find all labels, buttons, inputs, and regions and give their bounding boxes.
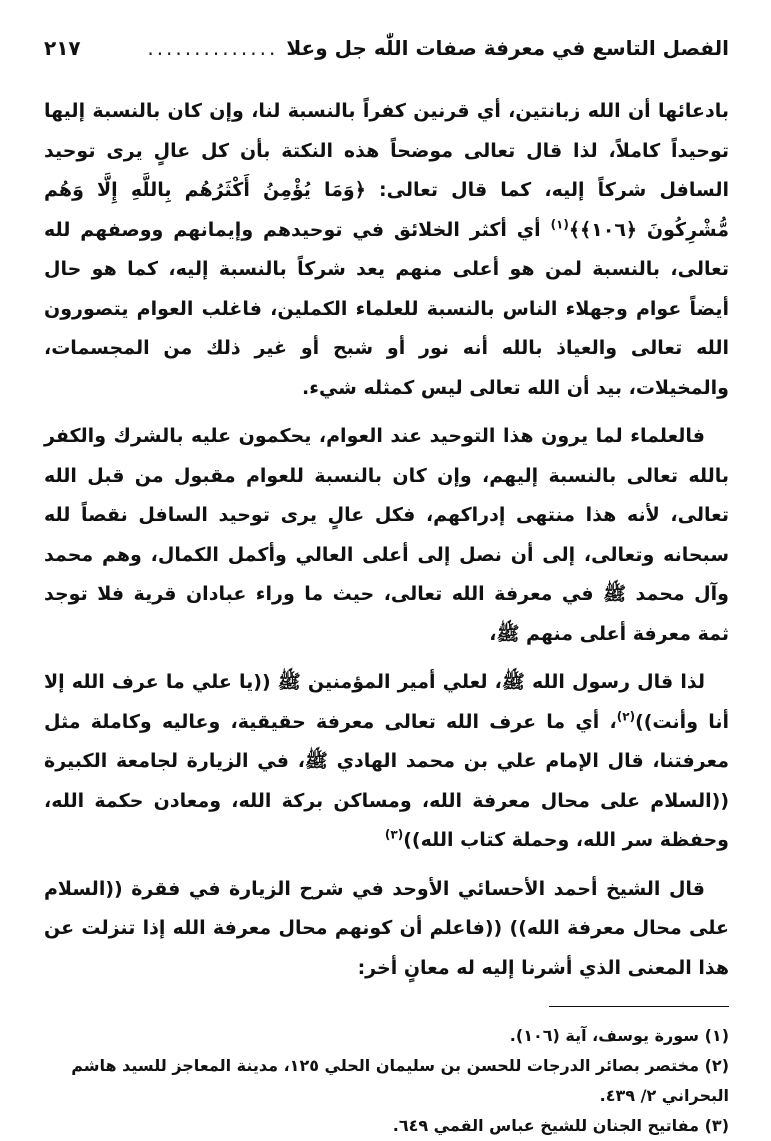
footnote-separator — [549, 1006, 729, 1007]
footnote-1: (١) سورة يوسف، آية (١٠٦). — [509, 1026, 729, 1045]
footnote-2: (٢) مختصر بصائر الدرجات للحسن بن سليمان الحلي ١٢٥، مدينة المعاجز للسيد هاشم البحراني ٢/ ٤٣٩. — [71, 1056, 729, 1105]
page-number: ٢١٧ — [44, 36, 81, 60]
chapter-title: الفصل التاسع في معرفة صفات اللّٰه جل وعلا — [286, 36, 729, 60]
paragraph-2: فالعلماء لما يرون هذا التوحيد عند العوام، يحكمون عليه بالشرك والكفر بالله تعالى بالنسبة إليهم، وإن كان بالنسبة للعوام مقبول من قبل الله تعالى، لأنه هذا منتهى إدراكهم، فكل عالٍ يرى توحيد السافل نقصاً لله سبحانه وتعالى، إلى أن نصل إلى أعلى العالي وأكمل الكمال، وهم محمد وآل محمد ﷺ في معرفة الله تعالى، حيث ما وراء عبادان قرية فلا توجد ثمة معرفة أعلى منهم ﷺ، — [44, 425, 729, 645]
paragraph-3: لذا قال رسول الله ﷺ، لعلي أمير المؤمنين ﷺ ((يا علي ما عرف الله إلا أنا وأنت))$^{(٢)}$، أي ما عرف الله تعالى معرفة حقيقية، وعاليه وكاملة مثل معرفتنا، قال الإمام علي بن محمد الهادي ﷺ، في الزيارة لجامعة الكبيرة ((السلام على محال معرفة الله، ومساكن بركة الله، ومعادن حكمة الله، وحفظة سر الله، وحملة كتاب الله))$^{(٣)}$ — [44, 671, 729, 851]
footnote-ref-2[interactable]: (٢) — [616, 709, 636, 724]
dot-leaders: .............. — [147, 36, 279, 60]
footnotes — [44, 1021, 729, 1141]
footnote-ref-1[interactable]: (١) — [550, 217, 569, 232]
main-text — [44, 92, 729, 988]
paragraph-4: قال الشيخ أحمد الأحسائي الأوحد في شرح الزيارة في فقرة ((السلام على محال معرفة الله)) ((فاعلم أن كونهم محال معرفة الله إذا تنزلت عن هذا المعنى الذي أشرنا إليه له معانٍ أخر: — [44, 877, 729, 979]
footnote-3: (٣) مفاتيح الجنان للشيخ عباس القمي ٦٤٩. — [392, 1116, 729, 1135]
running-header — [44, 36, 729, 70]
paragraph-1: بادعائها أن الله زبانتين، أي قرنين كفراً بالنسبة لنا، وإن كان بالنسبة إليها توحيداً كاملاً، لذا قال تعالى موضحاً هذه النكتة بأن كل عالٍ يرى توحيد السافل شركاً إليه، كما قال تعالى: ﴿وَمَا يُؤْمِنُ أَكْثَرُهُم بِاللَّهِ إِلَّا وَهُم مُّشْرِكُونَ ﴿١٠٦﴾﴾$^{(١)}$ أي أكثر الخلائق في توحيدهم وإيمانهم ووصفهم لله تعالى، بالنسبة لمن هو أعلى منهم يعد شركاً بالنسبة إليه، كما هو حال أيضاً عوام وجهلاء الناس بالنسبة للعلماء الكملين، فاغلب العوام يتصورون الله تعالى والعياذ بالله أنه نور أو شبح أو غير ذلك من المجسمات، والمخيلات، بيد أن الله تعالى ليس كمثله شيء. — [44, 100, 730, 399]
footnote-ref-3[interactable]: (٣) — [384, 827, 404, 842]
